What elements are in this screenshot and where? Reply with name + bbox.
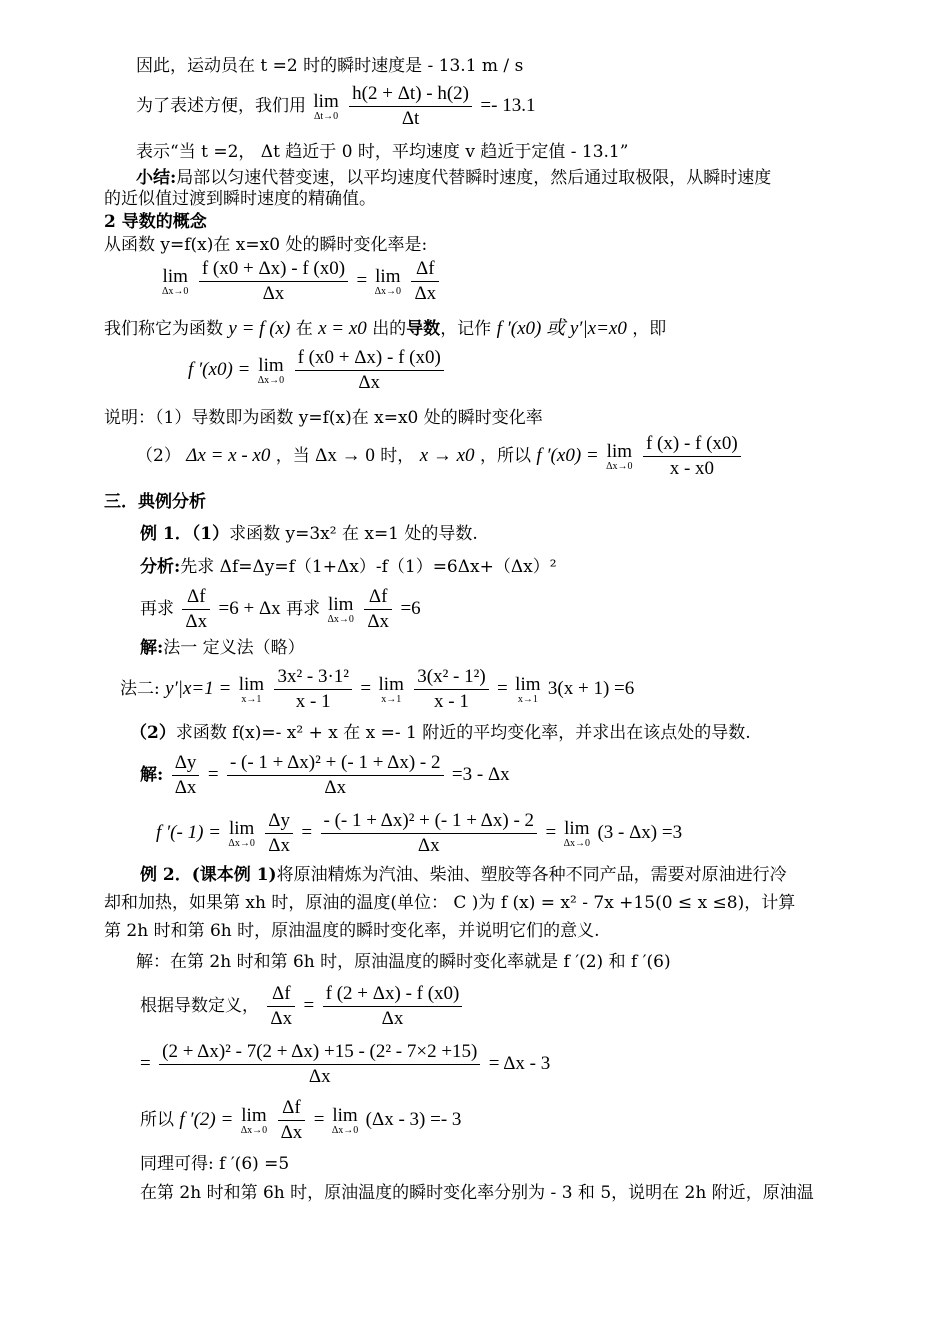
line-example-2-solution: 解：在第 2h 时和第 6h 时，原油温度的瞬时变化率就是 f ′(2) 和 f ′(6) (136, 952, 671, 972)
line-then-compute: 再求 $\frac{\Delta f}{\Delta x}$ =6 + Δx 再求 lim Δx→0 $\frac{\Delta f}{\Delta x}$ =6 (140, 586, 421, 632)
line-rate-intro: 从函数 y=f(x)在 x=x0 处的瞬时变化率是: (104, 235, 428, 255)
line-expansion: = $\frac{\text{(2 + Δx)² - 7(2 + Δx) +15 - (2² - 7×2 +15)}}{\Delta x}$ = Δx - 3 (140, 1041, 551, 1087)
line-solution-2: 解: $\frac{\Delta y}{\Delta x}$ = $\frac{\text{- (- 1 + Δx)² + (- 1 + Δx) - 2}}{\Delta x}$ =3 - Δx (140, 752, 510, 798)
limit-symbol: lim Δt→0 (313, 90, 339, 122)
heading-examples: 三．典例分析 (104, 492, 206, 512)
line-summary: 小结:局部以匀速代替变速，以平均速度代替瞬时速度，然后通过取极限，从瞬时速度 (136, 168, 772, 188)
line-derivative-name: 我们称它为函数 y = f (x) 在 x = x0 出的导数，记作 f ′(x0) 或 y′|x=x0 ，即 (104, 318, 667, 339)
line-by-definition: 根据导数定义， $\frac{\Delta f}{\Delta x}$ = $\frac{f (2 + \Delta x) - f (x0)}{\Delta x}$ (140, 982, 465, 1031)
line-so-fprime2: 所以 f ′(2) = lim Δx→0 $\frac{\Delta f}{\Delta x}$ = lim Δx→0 (Δx - 3) =- 3 (140, 1097, 462, 1143)
line-fprime-minus1: f ′(- 1) = lim Δx→0 $\frac{\Delta y}{\Delta x}$ = $\frac{\text{- (- 1 + Δx)² + (- 1 + Δx) - 2}}{\Delta x}$ = lim Δx→0 (3 - Δx) =3 (156, 810, 683, 856)
formula-fprime: f ′(x0) = lim Δx→0 $\frac{f (x0 + \Delta x) - f (x0)}{\Delta x}$ (188, 346, 447, 395)
line-example-2-cont2: 第 2h 时和第 6h 时，原油温度的瞬时变化率，并说明它们的意义. (104, 921, 600, 941)
line-problem-2: （2）求函数 f(x)=- x² + x 在 x =- 1 附近的平均变化率，并求出在该点处的导数. (130, 723, 751, 743)
line-solution-1: 解:法一 定义法（略） (140, 638, 305, 658)
line-example-1: 例 1．（1）求函数 y=3x² 在 x=1 处的导数. (140, 524, 478, 544)
line-example-2: 例 2．(课本例 1)将原油精炼为汽油、柴油、塑胶等各种不同产品，需要对原油进行冷 (140, 865, 787, 885)
line-speed-result: 因此，运动员在 t =2 时的瞬时速度是 - 13.1 m / s (136, 56, 524, 76)
line-limit-notation: 为了表述方便，我们用 lim Δt→0 $\frac{h(2 + \Delta t) - h(2)}{\Delta t}$ =- 13.1 (136, 83, 536, 129)
line-example-2-cont1: 却和加热，如果第 xh 时，原油的温度(单位： C )为 f (x) = x² - 7x +15(0 ≤ x ≤8)，计算 (104, 893, 796, 913)
fraction-avg-speed: $\frac{h(2 + \Delta t) - h(2)}{\Delta t}$ (349, 82, 472, 131)
formula-derivative-def: lim Δx→0 $\frac{f (x0 + \Delta x) - f (x0)}{\Delta x}$ = lim Δx→0 $\frac{\Delta f}{\Delta x}$ (160, 257, 442, 306)
line-explanation-2: （2） Δx = x - x0 ，当 Δx → 0 时， x → x0 ，所以 f ′(x0) = lim Δx→0 $\frac{f (x) - f (x0)}{x - x0}$ (136, 432, 744, 481)
line-method-2: 法二: y′|x=1 = lim x→1 $\frac{\text{3x² - 3·1²}}{x - 1}$ = lim x→1 $\frac{\text{3(x² - 1²)}}{x - 1}$ = lim x→1 3(x + 1) =6 (120, 666, 635, 712)
heading-derivative-concept: 2 导数的概念 (104, 212, 207, 232)
line-analysis: 分析:先求 Δf=Δy=f（1+Δx）-f（1）=6Δx+（Δx）² (140, 557, 557, 577)
line-meaning: 表示“当 t =2， Δt 趋近于 0 时，平均速度 v 趋近于定值 - 13.1” (136, 142, 629, 162)
line-similarly: 同理可得: f ′(6) =5 (140, 1154, 290, 1174)
line-conclusion: 在第 2h 时和第 6h 时，原油温度的瞬时变化率分别为 - 3 和 5，说明在 2h 附近，原油温 (140, 1183, 814, 1203)
line-explanation-1: 说明：（1）导数即为函数 y=f(x)在 x=x0 处的瞬时变化率 (104, 408, 543, 428)
line-summary-cont: 的近似值过渡到瞬时速度的精确值。 (104, 189, 376, 209)
